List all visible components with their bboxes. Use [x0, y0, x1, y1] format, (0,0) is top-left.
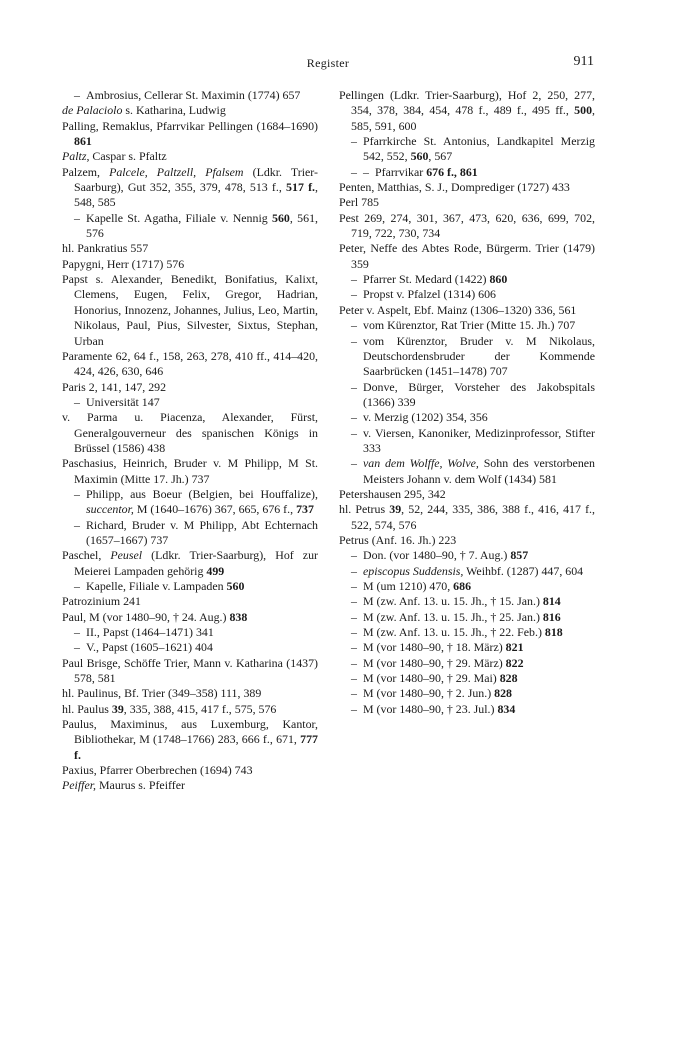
entry-text: Penten, Matthias, S. J., Domprediger (1727) 433: [339, 180, 570, 195]
index-entry: [62, 165, 318, 211]
entry-text: Maurus s. Pfeiffer: [96, 778, 185, 793]
entry-text: v. Merzig (1202) 354, 356: [363, 410, 488, 425]
subentry-dash: –: [74, 579, 80, 593]
entry-text-italic: succentor,: [86, 502, 134, 517]
entry-page-ref-bold: 816: [542, 609, 561, 624]
entry-text: Palzem,: [62, 164, 110, 179]
entry-text: Peter, Neffe des Abtes Rode, Bürgerm. Trier (1479) 359: [339, 241, 595, 271]
index-subentry: [339, 380, 595, 411]
entry-text: M (vor 1480–90, † 2. Jun.): [363, 686, 495, 701]
entry-page-ref-bold: 686: [453, 579, 472, 593]
index-entry: [339, 88, 595, 134]
index-entry: [62, 456, 318, 487]
entry-text: vom Kürenztor, Rat Trier (Mitte 15. Jh.) 707: [363, 318, 576, 333]
subentry-dash: –: [351, 318, 357, 333]
entry-text: M (1640–1676) 367, 665, 676 f.,: [133, 502, 297, 517]
index-entry: [62, 272, 318, 349]
index-subentry: [62, 88, 318, 103]
entry-text: hl. Petrus: [339, 502, 390, 517]
entry-text: II., Papst (1464–1471) 341: [86, 625, 214, 640]
subentry-dash: –: [351, 379, 357, 394]
index-entry: [62, 763, 318, 778]
index-subentry: [62, 487, 318, 518]
subentry-dash: –: [74, 394, 80, 409]
subentry-dash: –: [351, 686, 357, 701]
index-subentry: [339, 287, 595, 302]
entry-page-ref-bold: 821: [505, 640, 524, 655]
entry-text: Kapelle St. Agatha, Filiale v. Nennig: [86, 210, 273, 225]
entry-page-ref-bold: 560: [272, 210, 290, 225]
entry-page-ref-bold: 517 f.: [286, 180, 316, 195]
entry-text: , 335, 388, 415, 417 f., 575, 576: [123, 701, 277, 716]
entry-text: v. Parma u. Piacenza, Alexander, Fürst, Generalgouverneur des spanischen Königs in Brüssel (1586) 438: [62, 410, 318, 455]
index-subentry: [62, 640, 318, 655]
entry-page-ref-bold: 861: [74, 134, 92, 149]
index-subentry: [339, 426, 595, 457]
entry-text: M (zw. Anf. 13. u. 15. Jh., † 15. Jan.): [363, 594, 543, 609]
entry-text-italic: van dem Wolffe, Wolve,: [363, 456, 479, 471]
index-subentry: [339, 548, 595, 563]
index-subentry: [339, 134, 595, 165]
entry-text: Paulus, Maximinus, aus Luxemburg, Kantor, Bibliothekar, M (1748–1766) 283, 666 f., 671,: [62, 717, 318, 747]
entry-text: , 567: [428, 149, 453, 164]
subentry-dash: –: [351, 333, 357, 348]
index-entry: [339, 487, 595, 502]
entry-text: Paris 2, 141, 147, 292: [62, 379, 167, 394]
index-entry: [62, 380, 318, 395]
index-entry: [62, 548, 318, 579]
entry-page-ref-bold: 737: [296, 502, 314, 517]
entry-page-ref-bold: 500: [574, 103, 593, 118]
index-subentry: [339, 318, 595, 333]
entry-text: Sohn des verstorbenen Meisters Johann v. dem Wolf (1434) 581: [363, 456, 595, 486]
entry-text: Philipp, aus Boeur (Belgien, bei Houffalize),: [86, 486, 318, 501]
index-subentry: [62, 518, 318, 549]
entry-page-ref-bold: 560: [226, 579, 245, 593]
subentry-dash: –: [74, 88, 80, 102]
subentry-dash: –: [351, 287, 357, 302]
index-subentry: [339, 579, 595, 594]
index-entry: [62, 610, 318, 625]
entry-text: V., Papst (1605–1621) 404: [86, 640, 213, 655]
entry-text: s. Katharina, Ludwig: [122, 103, 226, 118]
index-subentry: [339, 165, 595, 180]
subentry-dash: –: [363, 164, 369, 179]
index-entry: [62, 594, 318, 609]
entry-text: Paul Brisge, Schöffe Trier, Mann v. Katharina (1437) 578, 581: [62, 655, 318, 686]
subentry-dash: –: [74, 640, 80, 655]
entry-text: M (vor 1480–90, † 29. Mai): [363, 671, 500, 686]
index-entry: [339, 303, 595, 318]
subentry-dash: –: [351, 425, 357, 440]
index-subentry: [62, 579, 318, 594]
entry-text: , 548, 585: [74, 180, 318, 210]
index-entry: [339, 180, 595, 195]
subentry-dash: –: [351, 701, 357, 716]
index-column-left: [62, 88, 318, 794]
entry-text-italic: Peiffer,: [62, 778, 97, 793]
subentry-dash: –: [351, 579, 357, 593]
subentry-dash: –: [74, 517, 80, 532]
index-entry: [62, 410, 318, 456]
index-entry: [62, 257, 318, 272]
subentry-dash: –: [351, 456, 357, 471]
entry-page-ref-bold: 822: [505, 655, 524, 670]
index-subentry: [339, 272, 595, 287]
subentry-dash: –: [351, 410, 357, 425]
entry-page-ref-bold: 860: [489, 272, 508, 287]
entry-page-ref-bold: 828: [499, 671, 518, 686]
entry-text: Pfarrkirche St. Antonius, Landkapitel Merzig 542, 552,: [363, 134, 595, 164]
subentry-dash: –: [74, 210, 80, 225]
entry-page-ref-bold: 499: [206, 563, 225, 578]
entry-page-ref-bold: 828: [494, 686, 512, 701]
entry-text: (Ldkr. Trier-Saarburg), Hof zur Meierei Lampaden gehörig: [74, 548, 318, 578]
index-entry: [339, 533, 595, 548]
subentry-dash: –: [351, 640, 357, 655]
entry-text: Patrozinium 241: [62, 594, 141, 609]
entry-text: Propst v. Pfalzel (1314) 606: [363, 287, 496, 302]
entry-text: (Ldkr. Trier-Saarburg), Gut 352, 355, 379, 478, 513 f.,: [74, 164, 318, 195]
entry-text: M (vor 1480–90, † 23. Jul.): [363, 701, 498, 716]
index-subentry: [339, 594, 595, 609]
index-subentry: [62, 211, 318, 242]
subentry-dash: –: [351, 272, 357, 287]
running-head: Register: [306, 56, 350, 70]
subentry-dash: –: [351, 655, 357, 670]
entry-text: hl. Pankratius 557: [62, 241, 149, 256]
entry-text: Pfarrvikar: [375, 164, 427, 179]
entry-text: Don. (vor 1480–90, † 7. Aug.): [363, 548, 511, 563]
subentry-dash: –: [351, 563, 357, 578]
entry-text: Universität 147: [86, 394, 160, 409]
entry-text: Kapelle, Filiale v. Lampaden: [86, 579, 227, 593]
entry-text: hl. Paulus: [62, 701, 112, 716]
entry-text: Paramente 62, 64 f., 158, 263, 278, 410 ff., 414–420, 424, 426, 630, 646: [62, 348, 318, 379]
entry-page-ref-bold: 818: [544, 625, 563, 640]
index-entry: [62, 349, 318, 380]
entry-text: , 561, 576: [86, 210, 318, 241]
index-subentry: [339, 410, 595, 425]
index-entry: [339, 502, 595, 533]
subentry-dash: –: [351, 548, 357, 563]
index-subentry: [339, 671, 595, 686]
entry-text: Pfarrer St. Medard (1422): [363, 272, 490, 287]
entry-text-italic: episcopus Suddensis,: [363, 563, 464, 578]
index-subentry: [339, 610, 595, 625]
entry-text-italic: Paltz,: [62, 149, 90, 164]
entry-text: , 52, 244, 335, 386, 388 f., 416, 417 f., 522, 574, 576: [351, 502, 595, 532]
index-subentry: [339, 640, 595, 655]
subentry-dash: –: [74, 486, 80, 501]
index-entry: [62, 717, 318, 763]
entry-text: Paxius, Pfarrer Oberbrechen (1694) 743: [62, 763, 253, 778]
index-entry: [62, 103, 318, 118]
entry-text: M (zw. Anf. 13. u. 15. Jh., † 22. Feb.): [363, 625, 545, 640]
entry-text: Papst s. Alexander, Benedikt, Bonifatius, Kalixt, Clemens, Eugen, Felix, Gregor, Hadrian, Honorius, Innozenz, Johannes, Julius, Leo, Martin, Nikolaus, Paul, Pius, Silvester, Sixtus, Stephan, Urban: [62, 272, 318, 348]
entry-text: Papygni, Herr (1717) 576: [62, 256, 185, 271]
index-subentry: [339, 564, 595, 579]
entry-text: Paul, M (vor 1480–90, † 24. Aug.): [62, 609, 230, 624]
subentry-dash: –: [351, 609, 357, 624]
entry-text: Pest 269, 274, 301, 367, 473, 620, 636, 699, 702, 719, 722, 730, 734: [339, 210, 595, 241]
index-subentry: [339, 456, 595, 487]
entry-text: Petrus (Anf. 16. Jh.) 223: [339, 532, 457, 547]
index-entry: [339, 211, 595, 242]
entry-text-italic: de Palaciolo: [62, 103, 123, 118]
index-entry: [62, 686, 318, 701]
entry-text: Richard, Bruder v. M Philipp, Abt Echternach (1657–1667) 737: [86, 517, 318, 547]
page-header: [62, 54, 594, 74]
index-entry: [62, 241, 318, 256]
index-entry: [339, 195, 595, 210]
index-entry: [62, 119, 318, 150]
entry-text: Caspar s. Pfaltz: [89, 149, 167, 164]
subentry-dash: –: [351, 671, 357, 686]
index-entry: [62, 778, 318, 793]
index-subentry: [339, 334, 595, 380]
entry-page-ref-bold: 676 f., 861: [426, 164, 478, 179]
entry-text: , 585, 591, 600: [351, 103, 595, 133]
subentry-dash: –: [351, 164, 357, 179]
entry-text: Paschasius, Heinrich, Bruder v. M Philipp, M St. Maximin (Mitte 17. Jh.) 737: [62, 456, 318, 486]
index-entry: [62, 702, 318, 717]
entry-text: Ambrosius, Cellerar St. Maximin (1774) 657: [86, 88, 301, 102]
entry-text-italic: Peusel: [110, 548, 143, 563]
entry-text: M (um 1210) 470,: [363, 579, 454, 593]
page-number: 911: [573, 54, 594, 69]
index-entry: [339, 241, 595, 272]
index-column-right: [339, 88, 595, 717]
entry-page-ref-bold: 857: [510, 548, 529, 563]
entry-text: Palling, Remaklus, Pfarrvikar Pellingen (1684–1690): [62, 118, 318, 133]
entry-page-ref-bold: 39: [389, 502, 402, 517]
entry-text: Paschel,: [62, 548, 111, 563]
index-subentry: [62, 625, 318, 640]
index-entry: [62, 656, 318, 687]
index-subentry: [62, 395, 318, 410]
subentry-dash: –: [74, 625, 80, 640]
subentry-dash: –: [351, 625, 357, 640]
index-subentry: [339, 702, 595, 717]
entry-text: v. Viersen, Kanoniker, Medizinprofessor, Stifter 333: [363, 425, 595, 455]
entry-page-ref-bold: 777 f.: [74, 732, 318, 762]
entry-page-ref-bold: 838: [229, 609, 248, 624]
entry-text: vom Kürenztor, Bruder v. M Nikolaus, Deutschordensbruder der Kommende Saarbrücken (1451–1478) 707: [363, 333, 595, 379]
entry-text: Donve, Bürger, Vorsteher des Jakobspitals (1366) 339: [363, 379, 595, 409]
entry-page-ref-bold: 39: [111, 701, 124, 716]
subentry-dash: –: [351, 594, 357, 609]
entry-text: Weihbf. (1287) 447, 604: [463, 563, 584, 578]
entry-text: Petershausen 295, 342: [339, 486, 446, 501]
index-subentry: [339, 686, 595, 701]
entry-text: M (vor 1480–90, † 18. März): [363, 640, 506, 655]
entry-text: hl. Paulinus, Bf. Trier (349–358) 111, 389: [62, 686, 262, 701]
entry-text: M (vor 1480–90, † 29. März): [363, 655, 506, 670]
entry-text-italic: Palcele, Paltzell, Pfalsem: [109, 164, 244, 179]
index-subentry: [339, 656, 595, 671]
entry-text: Perl 785: [339, 195, 379, 210]
entry-page-ref-bold: 560: [410, 149, 429, 164]
entry-text: Pellingen (Ldkr. Trier-Saarburg), Hof 2, 250, 277, 354, 378, 384, 454, 478 f., 489 f., 495 ff.,: [339, 88, 595, 118]
index-subentry: [339, 625, 595, 640]
entry-page-ref-bold: 834: [497, 701, 516, 716]
entry-text: M (zw. Anf. 13. u. 15. Jh., † 25. Jan.): [363, 609, 543, 624]
entry-page-ref-bold: 814: [542, 594, 561, 609]
subentry-dash: –: [351, 134, 357, 149]
entry-text: Peter v. Aspelt, Ebf. Mainz (1306–1320) 336, 561: [339, 302, 577, 317]
index-entry: [62, 149, 318, 164]
